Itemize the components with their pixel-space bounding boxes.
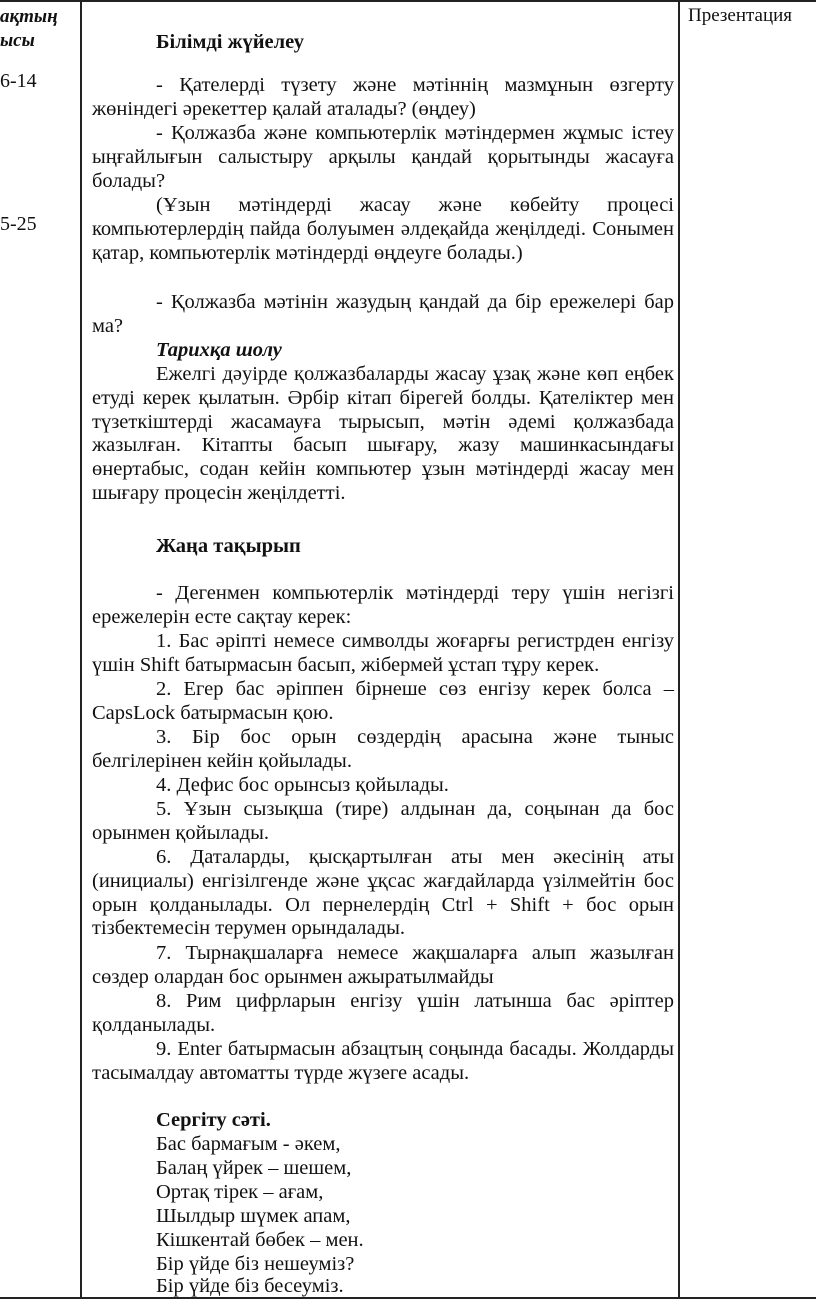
column-divider-left	[80, 0, 82, 1299]
poem-line-6: Бір үйде біз нешеуміз?	[156, 1253, 355, 1275]
poem-line-2: Балаң үйрек – шешем,	[156, 1157, 352, 1179]
rule-9: 9. Enter батырмасын абзацтың соңында басады. Жолдарды тасымалдау автоматты түрде жүзеге асады.	[92, 1038, 674, 1084]
rule-2: 2. Егер бас әріппен бірнеше сөз енгізу керек болса – CapsLock батырмасын қою.	[92, 678, 674, 724]
table-bottom-border	[0, 1297, 816, 1299]
rule-8: 8. Рим цифрларын енгізу үшін латынша бас әріптер қолданылады.	[92, 990, 674, 1036]
history-title: Тарихқа шолу	[156, 339, 282, 361]
intro-text: - Дегенмен компьютерлік мәтіндерді теру үшін негізгі ережелерін есте сақтау керек:	[92, 582, 674, 628]
resource-presentation: Презентация	[688, 5, 793, 26]
poem-line-1: Бас бармағым - әкем,	[156, 1133, 341, 1155]
question-2: - Қолжазба және компьютерлік мәтіндермен жұмыс істеу ыңғайлығын салыстыру арқылы қандай қорытынды жасауға болады?	[92, 122, 674, 192]
section-title-new-topic: Жаңа тақырып	[156, 535, 301, 557]
column-header-line1: ақтың	[0, 6, 58, 27]
section-title-break: Сергіту сәті.	[156, 1109, 271, 1131]
answer-2: (Ұзын мәтіндерді жасау және көбейту процесі компьютерлердің пайда болуымен әлдеқайда жеңілдеді. Сонымен қатар, компьютерлік мәтіндерді өңдеуге болады.)	[92, 194, 674, 264]
poem-line-3: Ортақ тірек – ағам,	[156, 1181, 324, 1203]
question-1: - Қателерді түзету және мәтіннің мазмұнын өзгерту жөніндегі әрекеттер қалай аталады? (өңдеу)	[92, 74, 674, 120]
history-text: Ежелгі дәуірде қолжазбаларды жасау ұзақ және көп еңбек етуді керек қылатын. Әрбір кітап бірегей болды. Қателіктер мен түзеткіштерді жасамауға тырысып, мәтін әдемі қолжазбада жазылған. Кітапты басып шығару, жазу машинкасындағы өнертабыс, содан кейін компьютер ұзын мәтіндерді жасау мен шығару процесін жеңілдетті.	[92, 363, 674, 504]
time-value-2: 5-25	[0, 213, 37, 235]
time-value-1: 6-14	[0, 70, 37, 92]
question-3: - Қолжазба мәтінін жазудың қандай да бір ережелері бар ма?	[92, 291, 674, 337]
rule-3: 3. Бір бос орын сөздердің арасына және тыныс белгілерінен кейін қойылады.	[92, 726, 674, 772]
rule-5: 5. Ұзын сызықша (тире) алдынан да, соңынан да бос орынмен қойылады.	[92, 798, 674, 844]
rule-6: 6. Даталарды, қысқартылған аты мен әкесінің аты (инициалы) енгізілгенде және ұқсас жағдайларда үзілмейтін бос орын қолданылады. Ол пернелердің Ctrl + Shift + бос орын тізбектемесін терумен орындалады.	[92, 846, 674, 940]
column-divider-right	[678, 0, 680, 1299]
poem-line-7: Бір үйде біз бесеуміз.	[156, 1275, 344, 1297]
rule-1: 1. Бас әріпті немесе символды жоғарғы регистрден енгізу үшін Shift батырмасын басып, жібермей ұстап тұру керек.	[92, 630, 674, 676]
rule-7: 7. Тырнақшаларға немесе жақшаларға алып жазылған сөздер олардан бос орынмен ажыратылмайды	[92, 942, 674, 988]
column-header-line2: ысы	[0, 30, 35, 51]
poem-line-5: Кішкентай бөбек – мен.	[156, 1229, 364, 1251]
poem-line-4: Шылдыр шүмек апам,	[156, 1205, 351, 1227]
table-top-border	[0, 0, 816, 2]
rule-4: 4. Дефис бос орынсыз қойылады.	[156, 774, 449, 796]
section-title-knowledge: Білімді жүйелеу	[156, 31, 304, 53]
